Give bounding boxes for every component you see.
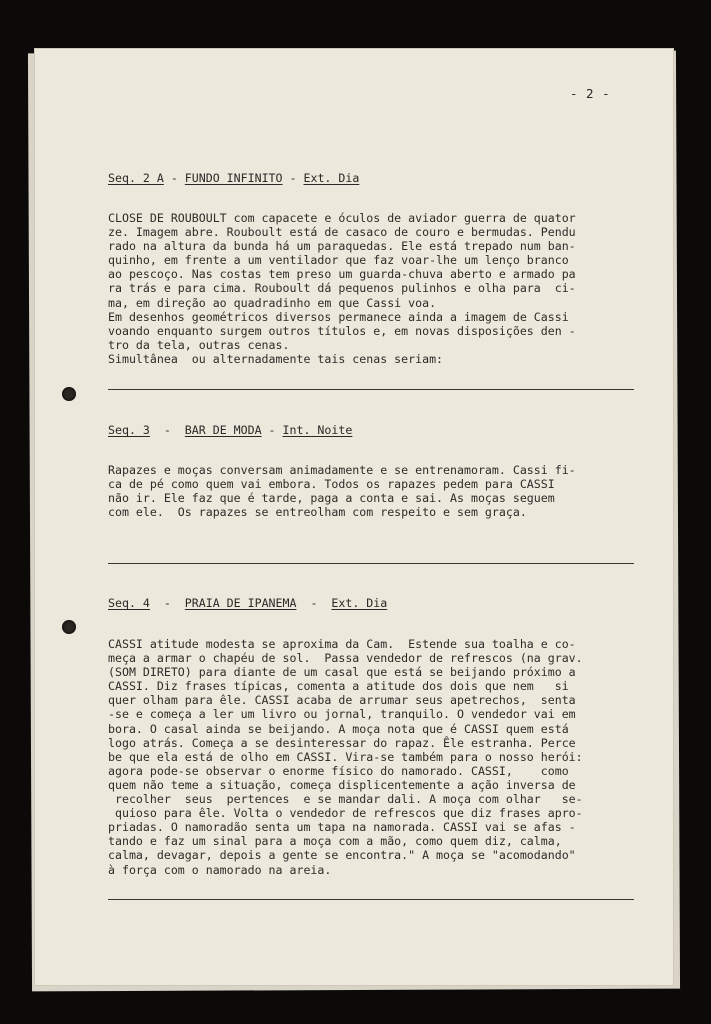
text-line: quem não teme a situação, começa displicentemente a ação inversa de <box>108 777 576 792</box>
text-line: ra trás e para cima. Rouboult dá pequenos pulinhos e olha para ci- <box>108 281 576 296</box>
separator: - <box>163 171 185 185</box>
sequence-label: Seq. 3 <box>108 423 150 437</box>
separator: - <box>149 596 185 610</box>
text-line: logo atrás. Começa a se desinteressar do rapaz. Êle estranha. Perce <box>108 735 576 750</box>
sequence-label: Seq. 4 <box>108 596 150 610</box>
text-line: Simultânea ou alternadamente tais cenas seriam: <box>108 351 444 366</box>
binder-hole-bottom <box>62 620 76 634</box>
text-line: agora pode-se observar o enorme físico do namorado. CASSI, como <box>108 763 569 778</box>
text-line: voando enquanto surgem outros títulos e, em novas disposições den - <box>108 323 576 338</box>
sequence-time: Ext. Dia <box>303 171 360 185</box>
sequence-time: Int. Noite <box>282 423 353 437</box>
text-line: Rapazes e moças conversam animadamente e se entrenamoram. Cassi fi- <box>108 463 576 477</box>
separator: - <box>261 423 283 437</box>
text-line: Em desenhos geométricos diversos permanece ainda a imagem de Cassi <box>108 309 569 324</box>
text-line: CASSI atitude modesta se aproxima da Cam. Estende sua toalha e co- <box>108 637 576 651</box>
page-number: - 2 - <box>570 86 611 101</box>
section-divider <box>108 389 634 390</box>
text-line: quioso para êle. Volta o vendedor de refrescos que diz frases apro- <box>108 806 583 821</box>
sequence-description <box>108 637 653 877</box>
text-line: quer olham para êle. CASSI acaba de arrumar seus apetrechos, senta <box>108 693 576 708</box>
text-line: tro da tela, outras cenas. <box>108 337 290 352</box>
binder-hole-top <box>62 387 76 401</box>
text-line: não ir. Ele faz que é tarde, paga a conta e sai. As moças seguem <box>108 491 555 506</box>
section-divider <box>108 563 634 564</box>
sequence-location: PRAIA DE IPANEMA <box>184 596 297 610</box>
text-line: (SOM DIRETO) para diante de um casal que está se beijando próximo a <box>108 665 576 680</box>
text-line: ao pescoço. Nas costas tem preso um guarda-chuva aberto e armado pa <box>108 267 576 282</box>
text-line: quinho, em frente a um ventilador que faz voar-lhe um lenço branco <box>108 253 569 268</box>
text-line: priadas. O namoradão senta um tapa na namorada. CASSI vai se afas - <box>108 820 576 835</box>
text-line: recolher seus pertences e se mandar dali. A moça com olhar se- <box>108 792 583 807</box>
sequence-label: Seq. 2 A <box>108 171 164 185</box>
text-line: CLOSE DE ROUBOULT com capacete e óculos de aviador guerra de quator <box>108 211 576 225</box>
text-line: be que ela está de olho em CASSI. Vira-se também para o nosso herói: <box>108 749 583 764</box>
section-divider <box>108 899 634 900</box>
sequence-description <box>108 211 653 366</box>
sequence-description <box>108 463 653 519</box>
sequence-location: BAR DE MODA <box>184 423 262 437</box>
text-line: ma, em direção ao quadradinho em que Cassi voa. <box>108 295 437 310</box>
separator: - <box>149 423 185 437</box>
sequence-heading <box>108 596 387 610</box>
sequence-heading <box>108 171 359 185</box>
text-line: bora. O casal ainda se beijando. A moça nota que é CASSI quem está <box>108 721 569 736</box>
text-line: à força com o namorado na areia. <box>108 862 332 877</box>
text-line: calma, devagar, depois a gente se encontra." A moça se "acomodando" <box>108 848 576 863</box>
text-line: ca de pé como quem vai embora. Todos os rapazes pedem para CASSI <box>108 477 555 492</box>
text-line: ze. Imagem abre. Rouboult está de casaco de couro e bermudas. Pendu <box>108 225 576 240</box>
text-line: rado na altura da bunda há um paraquedas. Ele está trepado num ban- <box>108 239 576 254</box>
text-line: CASSI. Diz frases típicas, comenta a atitude dos dois que nem si <box>108 679 569 694</box>
sequence-location: FUNDO INFINITO <box>184 171 283 185</box>
text-line: com ele. Os rapazes se entreolham com respeito e sem graça. <box>108 505 527 520</box>
text-line: -se e começa a ler um livro ou jornal, tranquilo. O vendedor vai em <box>108 707 576 722</box>
separator: - <box>282 171 304 185</box>
text-line: tando e faz um sinal para a moça com a mão, como quem diz, calma, <box>108 834 562 849</box>
separator: - <box>296 596 332 610</box>
text-line: meça a armar o chapéu de sol. Passa vendedor de refrescos (na grav. <box>108 651 583 666</box>
sequence-time: Ext. Dia <box>331 596 388 610</box>
sequence-heading <box>108 423 352 437</box>
